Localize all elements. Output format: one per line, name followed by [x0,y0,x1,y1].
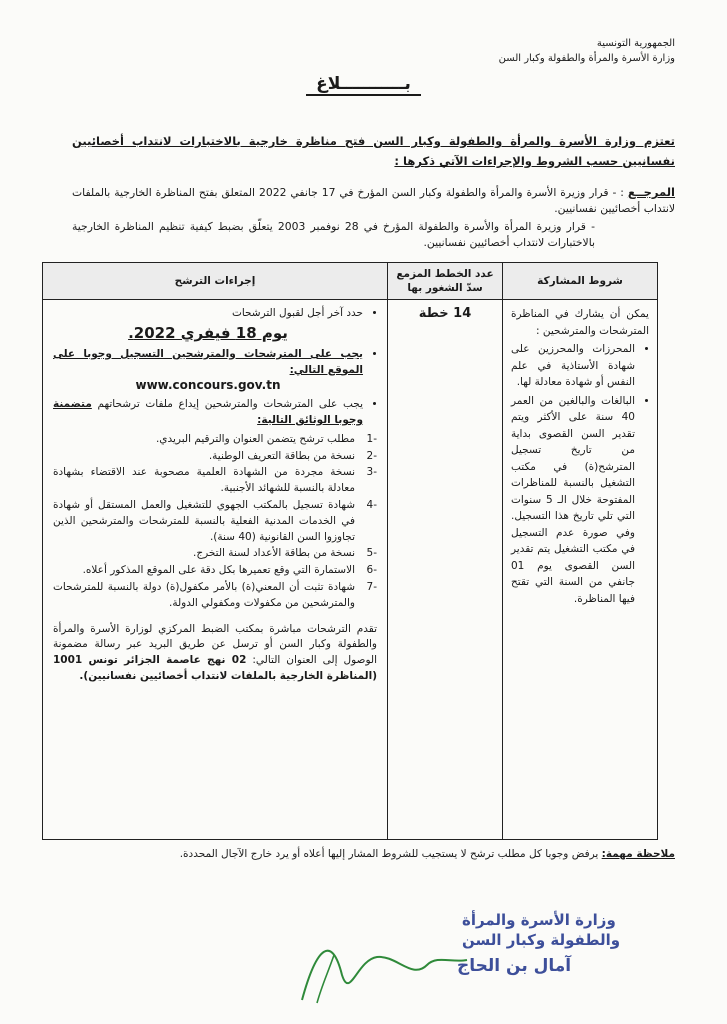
reference-item: - قرار وزيرة المرأة والأسرة والطفولة المؤرخ في 28 نوفمبر 2003 يتعلّق بضبط كيفية تنظيم المناظرة الخارجية بالاختبارات لانتداب أخصائيين نفسانيين. [72,220,595,249]
condition-item: • المحرزات والمحرزين على شهادة الأستاذية في علم النفس أو شهادة معادلة لها. [511,341,635,391]
ministry-header [455,36,675,66]
documents-item: • يجب على المترشحات والمترشحين إيداع ملفات ترشحاتهم متضمنة وجوبا الوثائق التالية: [53,397,363,429]
document-item: -4 شهادة تسجيل بالمكتب الجهوي للتشغيل والعمل المستقل أو شهادة في الخدمات المدنية الفعلية بالنسبة للمترشحات والمترشحين الذين تجاوزوا السن القانونية (40 سنة). [53,498,377,543]
stamp-name: آمال بن الحاج [457,956,572,976]
header-positions: عدد الخطط المزمع سدّ الشغور بها [388,263,503,300]
submission-paragraph: تقدم الترشحات مباشرة بمكتب الضبط المركزي لوزارة الأسرة والمرأة والطفولة وكبار السن أو ترسل عن طريق البريد عبر رسالة مضمونة الوصول إلى العنوان التالي: 02 نهج عاصمة الجزائر تونس 1001 (المناظرة الخارجية بالملفات لانتداب أخصائيين نفسانيين). [53,622,377,682]
signature-stroke [317,955,334,1003]
ministry-name: وزارة الأسرة والمرأة والطفولة وكبار السن [498,53,675,64]
documents-list [53,432,377,612]
condition-item: • البالغات والبالغين من العمر 40 سنة على الأكثر ويتم تقدير السن القصوى بداية من تاريخ تسجيل المترشح(ة) في مكتب التشغيل بالنسبة للمناظرات المفتوحة خلال الـ 5 سنوات التي تلي تاريخ هذا التسجيل. وفي صورة عدم التسجيل في مكتب التشغيل يتم تقدير السن القصوى يوم 01 جانفي من السنة التي تقتح فيها المناظرة. [511,393,635,608]
document-item: -2 نسخة من بطاقة التعريف الوطنية. [208,449,377,462]
header-conditions: شروط المشاركة [503,263,658,300]
reference-item: : - قرار وزيرة الأسرة والمرأة والطفولة وكبار السن المؤرخ في 17 جانفي 2022 المتعلق بفتح المناظرة الخارجية بالملفات لانتداب أخصائيين نفسانيين. [72,186,675,215]
conditions-intro: يمكن أن يشارك في المناظرة المترشحات والمترشحين : [511,308,649,337]
document-item: -6 الاستمارة التي وقع تعميرها بكل دقة على الموقع المذكور أعلاه. [82,564,377,577]
registration-item: • يجب على المترشحات والمترشحين التسجيل وجوبا على الموقع التالي: www.concours.gov.tn [53,347,363,394]
document-title: بـــــــــــلاغ [0,74,727,94]
competition-table [42,262,658,840]
stamp-line: والطفولة وكبار السن [462,931,621,949]
website-link: www.concours.gov.tn [135,378,281,393]
important-note [52,848,675,860]
note-label: ملاحظة مهمة: [601,848,675,860]
procedures-cell [43,300,388,840]
deadline-date: يوم 18 فيفري 2022. [128,323,288,342]
references [72,184,675,253]
address: 02 نهج عاصمة الجزائر تونس 1001 (المناظرة الخارجية بالملفات لانتداب أخصائيين نفسانيين). [53,654,377,682]
document-item: -1 مطلب ترشح يتضمن العنوان والترقيم البريدي. [155,432,377,445]
official-stamp-signature [262,905,621,1005]
document-item: -7 شهادة تثبت أن المعني(ة) بالأمر مكفول(ة) دولة بالنسبة للمترشحات والمترشحين من مكفولات ومكفولي الدولة. [53,580,377,609]
references-label: المرجــع [627,185,676,199]
stamp-line: وزارة الأسرة والمرأة [462,911,616,929]
intro-paragraph: تعتزم وزارة الأسرة والمرأة والطفولة وكبار السن فتح مناظرة خارجية بالاختبارات لانتداب أخصائيين نفسانيين حسب الشروط والإجراءات الآتي ذكرها : [72,134,675,168]
document-item: -3 نسخة مجردة من الشهادة العلمية مصحوبة عند الاقتضاء بشهادة معادلة بالنسبة للشهائد الأجنبية. [53,466,377,495]
positions-cell: 14 خطة [388,300,503,840]
note-text: يرفض وجوبا كل مطلب ترشح لا يستجيب للشروط المشار إليها أعلاه أو يرد خارج الآجال المحددة. [179,848,599,860]
deadline-item: • حدد آخر أجل لقبول الترشحات يوم 18 فيفري 2022. [53,306,363,344]
header-procedures: إجراءات الترشح [43,263,388,300]
conditions-cell [503,300,658,840]
republic-name: الجمهورية التونسية [596,38,675,49]
document-item: -5 نسخة من بطاقة الأعداد لسنة التخرج. [193,547,377,560]
